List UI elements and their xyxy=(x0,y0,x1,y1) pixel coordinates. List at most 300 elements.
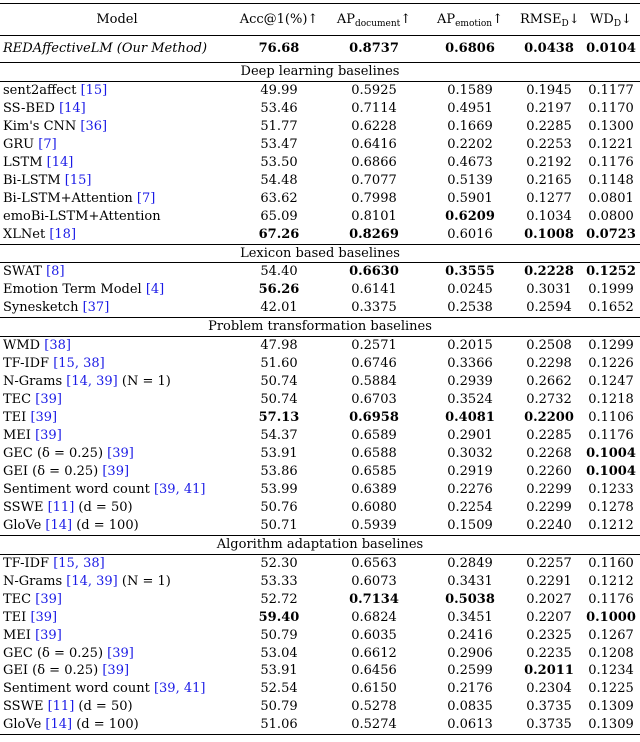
citation-link[interactable]: [39] xyxy=(107,645,134,661)
table-row xyxy=(0,481,640,499)
citation-link[interactable]: [39] xyxy=(102,463,130,479)
citation-link[interactable]: [11] xyxy=(47,699,75,715)
cell-acc: 59.40 xyxy=(258,609,300,625)
cell-wd: 0.1208 xyxy=(588,645,634,661)
model-name-cell xyxy=(0,154,234,172)
citation-link[interactable]: [15] xyxy=(64,172,92,188)
table-body xyxy=(0,36,640,735)
model-name: sent2affect xyxy=(3,82,77,98)
cell-ap-document: 0.6416 xyxy=(351,136,397,152)
model-name-cell xyxy=(0,609,234,627)
citation-link[interactable]: [39, 41] xyxy=(153,681,206,697)
section-title: Deep learning baselines xyxy=(0,63,640,82)
model-name-cell xyxy=(0,299,234,317)
cell-acc: 54.48 xyxy=(260,172,298,188)
cell-ap-emotion: 0.5139 xyxy=(447,172,493,188)
cell-ap-emotion: 0.3555 xyxy=(445,264,495,280)
model-name: GloVe xyxy=(3,517,42,533)
cell-wd: 0.1221 xyxy=(588,136,634,152)
citation-link[interactable]: [18] xyxy=(49,226,77,242)
cell-ap-emotion: 0.2901 xyxy=(447,428,493,444)
cell-wd: 0.1160 xyxy=(588,555,634,571)
cell-ap-emotion: 0.2254 xyxy=(447,499,493,515)
our-method-name: REDAffectiveLM (Our Method) xyxy=(3,41,208,56)
cell-ap-document: 0.6585 xyxy=(351,463,397,479)
cell-rmse: 0.2291 xyxy=(526,573,572,589)
cell-ap-emotion: 0.1509 xyxy=(447,517,493,533)
cell-wd: 0.1247 xyxy=(588,374,634,390)
section-header-row xyxy=(0,318,640,337)
cell-ap-emotion: 0.6209 xyxy=(445,208,495,224)
cell-ap-emotion: 0.0835 xyxy=(447,699,493,715)
cell-ap-emotion: 0.4951 xyxy=(447,100,493,116)
cell-wd: 0.0104 xyxy=(586,41,636,56)
cell-acc: 51.06 xyxy=(234,716,324,734)
citation-link[interactable]: [37] xyxy=(82,300,110,316)
table-row xyxy=(0,427,640,445)
cell-ap-emotion: 0.2538 xyxy=(447,300,493,316)
cell-acc: 50.71 xyxy=(260,517,298,533)
cell-acc: 65.09 xyxy=(260,208,298,224)
section-header-row xyxy=(0,63,640,82)
header-row xyxy=(0,4,640,36)
cell-ap-document: 0.6150 xyxy=(351,681,397,697)
model-name-cell xyxy=(0,680,234,698)
cell-ap-document: 0.6588 xyxy=(351,446,397,462)
cell-acc: 42.01 xyxy=(260,300,298,316)
table-row xyxy=(0,591,640,609)
cell-rmse: 0.2732 xyxy=(526,392,572,408)
model-name-cell xyxy=(0,136,234,154)
cell-ap-document: 0.6563 xyxy=(351,555,397,571)
cell-ap-document: 0.5274 xyxy=(324,716,424,734)
model-name: MEI xyxy=(3,627,31,643)
cell-rmse: 0.2192 xyxy=(526,154,572,170)
citation-link[interactable]: [15, 38] xyxy=(53,356,105,372)
cell-acc: 57.13 xyxy=(258,410,300,426)
cell-rmse: 0.2200 xyxy=(524,410,574,426)
model-name-cell xyxy=(0,263,234,281)
cell-ap-document: 0.3375 xyxy=(351,300,397,316)
cell-acc: 53.99 xyxy=(260,481,298,497)
citation-link[interactable]: [11] xyxy=(47,499,75,515)
model-name-cell xyxy=(0,281,234,299)
cell-ap-emotion: 0.3431 xyxy=(447,573,493,589)
cell-rmse: 0.2299 xyxy=(526,481,572,497)
cell-ap-document: 0.6746 xyxy=(351,356,397,372)
model-parameter: (d = 100) xyxy=(76,517,139,533)
cell-wd: 0.1299 xyxy=(588,338,634,354)
cell-ap-document: 0.6958 xyxy=(349,410,399,426)
model-name-cell xyxy=(0,337,234,355)
table-row xyxy=(0,662,640,680)
cell-ap-emotion: 0.6016 xyxy=(447,226,493,242)
cell-acc: 53.46 xyxy=(260,100,298,116)
model-name-cell xyxy=(0,716,234,734)
citation-link[interactable]: [4] xyxy=(145,282,165,298)
model-name-cell xyxy=(0,445,234,463)
model-name: SSWE xyxy=(3,499,44,515)
model-name-cell xyxy=(0,517,234,535)
cell-acc: 53.33 xyxy=(260,573,298,589)
table-row xyxy=(0,118,640,136)
cell-acc: 49.99 xyxy=(260,82,298,98)
cell-ap-emotion: 0.5038 xyxy=(445,591,495,607)
table-row xyxy=(0,373,640,391)
section-title: Algorithm adaptation baselines xyxy=(0,535,640,554)
citation-link[interactable]: [14] xyxy=(46,154,74,170)
model-name-cell xyxy=(0,591,234,609)
cell-wd: 0.1004 xyxy=(586,463,636,479)
citation-link[interactable]: [36] xyxy=(80,118,108,134)
cell-wd: 0.1309 xyxy=(588,699,634,715)
header-ap-emotion: $AP_{emotion}↑$ xyxy=(424,4,516,36)
cell-wd: 0.1999 xyxy=(588,282,634,298)
model-name-cell xyxy=(0,355,234,373)
model-name-cell xyxy=(0,662,234,680)
model-parameter: (d = 50) xyxy=(78,499,133,515)
model-name: Sentiment word count xyxy=(3,481,150,497)
cell-acc: 50.74 xyxy=(260,374,298,390)
table-row xyxy=(0,100,640,118)
model-name-cell xyxy=(0,573,234,591)
cell-acc: 52.54 xyxy=(260,681,298,697)
model-name: SS-BED xyxy=(3,100,55,116)
cell-ap-emotion: 0.2276 xyxy=(447,481,493,497)
cell-ap-document: 0.8101 xyxy=(351,208,397,224)
cell-ap-document: 0.7134 xyxy=(349,591,399,607)
citation-link[interactable]: [14] xyxy=(45,517,73,533)
citation-link[interactable]: [39] xyxy=(35,591,62,607)
section-header-row xyxy=(0,244,640,263)
citation-link[interactable]: [14] xyxy=(45,717,73,733)
citation-link[interactable]: [39] xyxy=(107,446,134,462)
model-name: GEI (δ = 0.25) xyxy=(3,463,99,479)
cell-rmse: 0.2253 xyxy=(526,136,572,152)
citation-link[interactable]: [39] xyxy=(30,609,58,625)
cell-ap-document: 0.6080 xyxy=(351,499,397,515)
model-name-cell xyxy=(0,373,234,391)
header-wd: $WD_D↓$ xyxy=(582,4,640,36)
cell-ap-document: 0.6589 xyxy=(351,428,397,444)
model-name: TF-IDF xyxy=(3,356,50,372)
citation-link[interactable]: [39] xyxy=(102,663,130,679)
table-row xyxy=(0,81,640,99)
cell-ap-emotion: 0.0613 xyxy=(424,716,516,734)
cell-ap-document: 0.6630 xyxy=(349,264,399,280)
cell-wd: 0.1233 xyxy=(588,481,634,497)
cell-ap-emotion: 0.2939 xyxy=(447,374,493,390)
cell-acc: 63.62 xyxy=(260,190,298,206)
model-name-cell xyxy=(0,698,234,716)
model-parameter: (d = 100) xyxy=(76,717,139,733)
citation-link[interactable]: [7] xyxy=(136,190,156,206)
cell-ap-emotion: 0.1589 xyxy=(447,82,493,98)
table-row xyxy=(0,499,640,517)
section-title: Problem transformation baselines xyxy=(0,318,640,337)
citation-link[interactable]: [8] xyxy=(46,264,65,280)
cell-wd: 0.1177 xyxy=(588,82,634,98)
cell-ap-document: 0.5884 xyxy=(351,374,397,390)
model-name: GloVe xyxy=(3,717,42,733)
header-rmse: $RMSE_D↓$ xyxy=(516,4,582,36)
cell-wd: 0.1218 xyxy=(588,392,634,408)
cell-acc: 52.72 xyxy=(260,591,298,607)
cell-acc: 50.79 xyxy=(260,699,298,715)
cell-wd: 0.1170 xyxy=(588,100,634,116)
citation-link[interactable]: [14, 39] xyxy=(66,573,118,589)
cell-rmse: 0.2285 xyxy=(526,428,572,444)
cell-ap-emotion: 0.2015 xyxy=(447,338,493,354)
cell-ap-document: 0.2571 xyxy=(351,338,397,354)
cell-rmse: 0.2325 xyxy=(526,627,572,643)
cell-wd: 0.1176 xyxy=(588,154,634,170)
model-name-cell xyxy=(0,172,234,190)
cell-rmse: 0.2257 xyxy=(526,555,572,571)
cell-acc: 50.79 xyxy=(260,627,298,643)
table-row xyxy=(0,445,640,463)
cell-rmse: 0.2240 xyxy=(526,517,572,533)
table-row xyxy=(0,136,640,154)
cell-ap-document: 0.5278 xyxy=(351,699,397,715)
table-row xyxy=(0,263,640,281)
cell-rmse: 0.2299 xyxy=(526,499,572,515)
cell-rmse: 0.2298 xyxy=(526,356,572,372)
model-name: Bi-LSTM+Attention xyxy=(3,190,133,206)
model-name: GRU xyxy=(3,136,35,152)
cell-wd: 0.0723 xyxy=(586,226,636,242)
cell-rmse: 0.2197 xyxy=(526,100,572,116)
cell-rmse: 0.2268 xyxy=(526,446,572,462)
cell-acc: 47.98 xyxy=(260,338,298,354)
cell-wd: 0.1300 xyxy=(588,118,634,134)
cell-ap-document: 0.6073 xyxy=(351,573,397,589)
model-name-cell xyxy=(0,463,234,481)
cell-acc: 54.37 xyxy=(260,428,298,444)
cell-ap-emotion: 0.1669 xyxy=(447,118,493,134)
model-name-cell xyxy=(0,118,234,136)
cell-ap-document: 0.8737 xyxy=(349,41,399,56)
table-row xyxy=(0,281,640,299)
cell-acc: 53.47 xyxy=(260,136,298,152)
model-name: SSWE xyxy=(3,699,44,715)
cell-wd: 0.1652 xyxy=(588,300,634,316)
cell-acc: 50.76 xyxy=(260,499,298,515)
cell-acc: 53.91 xyxy=(260,446,298,462)
cell-ap-document: 0.6456 xyxy=(351,663,397,679)
model-name: MEI xyxy=(3,428,31,444)
model-name-cell xyxy=(0,100,234,118)
table-row xyxy=(0,716,640,734)
results-table xyxy=(0,3,640,735)
cell-acc: 76.68 xyxy=(258,41,300,56)
cell-ap-document: 0.6035 xyxy=(351,627,397,643)
our-method-row xyxy=(0,36,640,63)
cell-ap-emotion: 0.4081 xyxy=(445,410,495,426)
cell-ap-emotion: 0.3524 xyxy=(447,392,493,408)
table-row xyxy=(0,337,640,355)
table-row xyxy=(0,609,640,627)
model-parameter: (N = 1) xyxy=(121,573,171,589)
model-name: Synesketch xyxy=(3,300,79,316)
cell-wd: 0.1267 xyxy=(588,627,634,643)
cell-ap-document: 0.6389 xyxy=(351,481,397,497)
cell-rmse: 0.1277 xyxy=(526,190,572,206)
table-row xyxy=(0,409,640,427)
table-row xyxy=(0,190,640,208)
model-name: GEC (δ = 0.25) xyxy=(3,446,104,462)
cell-wd: 0.1212 xyxy=(588,573,634,589)
citation-link[interactable]: [39] xyxy=(35,392,62,408)
model-name: emoBi-LSTM+Attention xyxy=(3,208,161,224)
cell-rmse: 0.2011 xyxy=(524,663,574,679)
section-title: Lexicon based baselines xyxy=(0,244,640,263)
cell-ap-document: 0.7077 xyxy=(351,172,397,188)
model-name-cell xyxy=(0,499,234,517)
cell-rmse: 0.2235 xyxy=(526,645,572,661)
table-row xyxy=(0,463,640,481)
cell-rmse: 0.2662 xyxy=(526,374,572,390)
cell-ap-document: 0.6866 xyxy=(351,154,397,170)
cell-ap-document: 0.6141 xyxy=(351,282,397,298)
cell-rmse: 0.1945 xyxy=(526,82,572,98)
model-name: TEC xyxy=(3,591,32,607)
cell-wd: 0.1234 xyxy=(588,663,634,679)
cell-acc: 56.26 xyxy=(258,282,300,298)
table-row xyxy=(0,698,640,716)
table-row xyxy=(0,517,640,535)
model-name-cell xyxy=(0,208,234,226)
model-name: LSTM xyxy=(3,154,43,170)
cell-acc: 53.50 xyxy=(260,154,298,170)
cell-wd: 0.0801 xyxy=(588,190,634,206)
cell-acc: 53.04 xyxy=(260,645,298,661)
model-name: SWAT xyxy=(3,264,42,280)
cell-rmse: 0.3031 xyxy=(526,282,572,298)
model-name-cell xyxy=(0,554,234,572)
model-name: Bi-LSTM xyxy=(3,172,61,188)
cell-rmse: 0.2304 xyxy=(526,681,572,697)
cell-acc: 53.86 xyxy=(260,463,298,479)
cell-rmse: 0.2285 xyxy=(526,118,572,134)
cell-acc: 52.30 xyxy=(260,555,298,571)
table-row xyxy=(0,172,640,190)
cell-ap-emotion: 0.5901 xyxy=(447,190,493,206)
model-name: N-Grams xyxy=(3,374,63,390)
model-name: TEI xyxy=(3,410,27,426)
cell-ap-emotion: 0.3032 xyxy=(447,446,493,462)
model-name: XLNet xyxy=(3,226,46,242)
citation-link[interactable]: [39] xyxy=(35,627,62,643)
cell-ap-document: 0.6612 xyxy=(351,645,397,661)
cell-wd: 0.1309 xyxy=(582,716,640,734)
citation-link[interactable]: [7] xyxy=(38,136,57,152)
cell-acc: 67.26 xyxy=(258,226,300,242)
cell-acc: 51.77 xyxy=(260,118,298,134)
cell-ap-emotion: 0.2906 xyxy=(447,645,493,661)
cell-rmse: 0.2207 xyxy=(526,609,572,625)
citation-link[interactable]: [39, 41] xyxy=(153,481,206,497)
section-header-row xyxy=(0,535,640,554)
model-name: Kim's CNN xyxy=(3,118,77,134)
cell-ap-document: 0.7998 xyxy=(351,190,397,206)
citation-link[interactable]: [14, 39] xyxy=(66,374,118,390)
cell-rmse: 0.2228 xyxy=(524,264,574,280)
model-name-cell xyxy=(0,645,234,663)
cell-rmse: 0.2027 xyxy=(526,591,572,607)
cell-rmse: 0.1034 xyxy=(526,208,572,224)
model-name-cell xyxy=(0,409,234,427)
table-row xyxy=(0,226,640,244)
cell-ap-emotion: 0.2416 xyxy=(447,627,493,643)
model-name: WMD xyxy=(3,338,41,354)
model-name: Emotion Term Model xyxy=(3,282,142,298)
cell-wd: 0.1225 xyxy=(588,681,634,697)
cell-ap-emotion: 0.4673 xyxy=(447,154,493,170)
cell-wd: 0.1176 xyxy=(588,428,634,444)
cell-ap-document: 0.6703 xyxy=(351,392,397,408)
cell-acc: 51.60 xyxy=(260,356,298,372)
table-row xyxy=(0,208,640,226)
model-name-cell xyxy=(0,226,234,244)
cell-ap-emotion: 0.2919 xyxy=(447,463,493,479)
cell-wd: 0.1106 xyxy=(588,410,634,426)
cell-rmse: 0.2594 xyxy=(526,300,572,316)
cell-ap-emotion: 0.2599 xyxy=(447,663,493,679)
header-model: Model xyxy=(0,4,234,36)
model-name-cell xyxy=(0,190,234,208)
cell-ap-emotion: 0.6806 xyxy=(445,41,495,56)
cell-ap-document: 0.5939 xyxy=(351,517,397,533)
cell-wd: 0.1148 xyxy=(588,172,634,188)
cell-rmse: 0.0438 xyxy=(524,41,574,56)
cell-wd: 0.1278 xyxy=(588,499,634,515)
model-name-cell xyxy=(0,481,234,499)
citation-link[interactable]: [39] xyxy=(30,410,58,426)
table-row xyxy=(0,680,640,698)
cell-rmse: 0.2508 xyxy=(526,338,572,354)
model-name-cell xyxy=(0,391,234,409)
citation-link[interactable]: [15] xyxy=(80,82,108,98)
header-ap-document: $AP_{document}↑$ xyxy=(324,4,424,36)
model-name: GEC (δ = 0.25) xyxy=(3,645,104,661)
model-name-cell xyxy=(0,427,234,445)
cell-ap-emotion: 0.2176 xyxy=(447,681,493,697)
citation-link[interactable]: [14] xyxy=(59,100,86,116)
table-row xyxy=(0,391,640,409)
model-name: Sentiment word count xyxy=(3,681,150,697)
table-row xyxy=(0,299,640,317)
model-name-cell xyxy=(0,81,234,99)
cell-rmse: 0.2165 xyxy=(526,172,572,188)
model-name: N-Grams xyxy=(3,573,63,589)
model-name: TF-IDF xyxy=(3,555,50,571)
model-name: TEI xyxy=(3,609,27,625)
table-row xyxy=(0,573,640,591)
model-name: GEI (δ = 0.25) xyxy=(3,663,99,679)
citation-link[interactable]: [15, 38] xyxy=(53,555,105,571)
cell-rmse: 0.2260 xyxy=(526,463,572,479)
citation-link[interactable]: [38] xyxy=(44,338,71,354)
cell-acc: 50.74 xyxy=(260,392,298,408)
citation-link[interactable]: [39] xyxy=(35,428,62,444)
table-row xyxy=(0,355,640,373)
cell-ap-document: 0.7114 xyxy=(351,100,397,116)
cell-ap-document: 0.8269 xyxy=(349,226,399,242)
cell-wd: 0.1004 xyxy=(586,446,636,462)
model-name-cell xyxy=(0,627,234,645)
cell-acc: 54.40 xyxy=(260,264,298,280)
